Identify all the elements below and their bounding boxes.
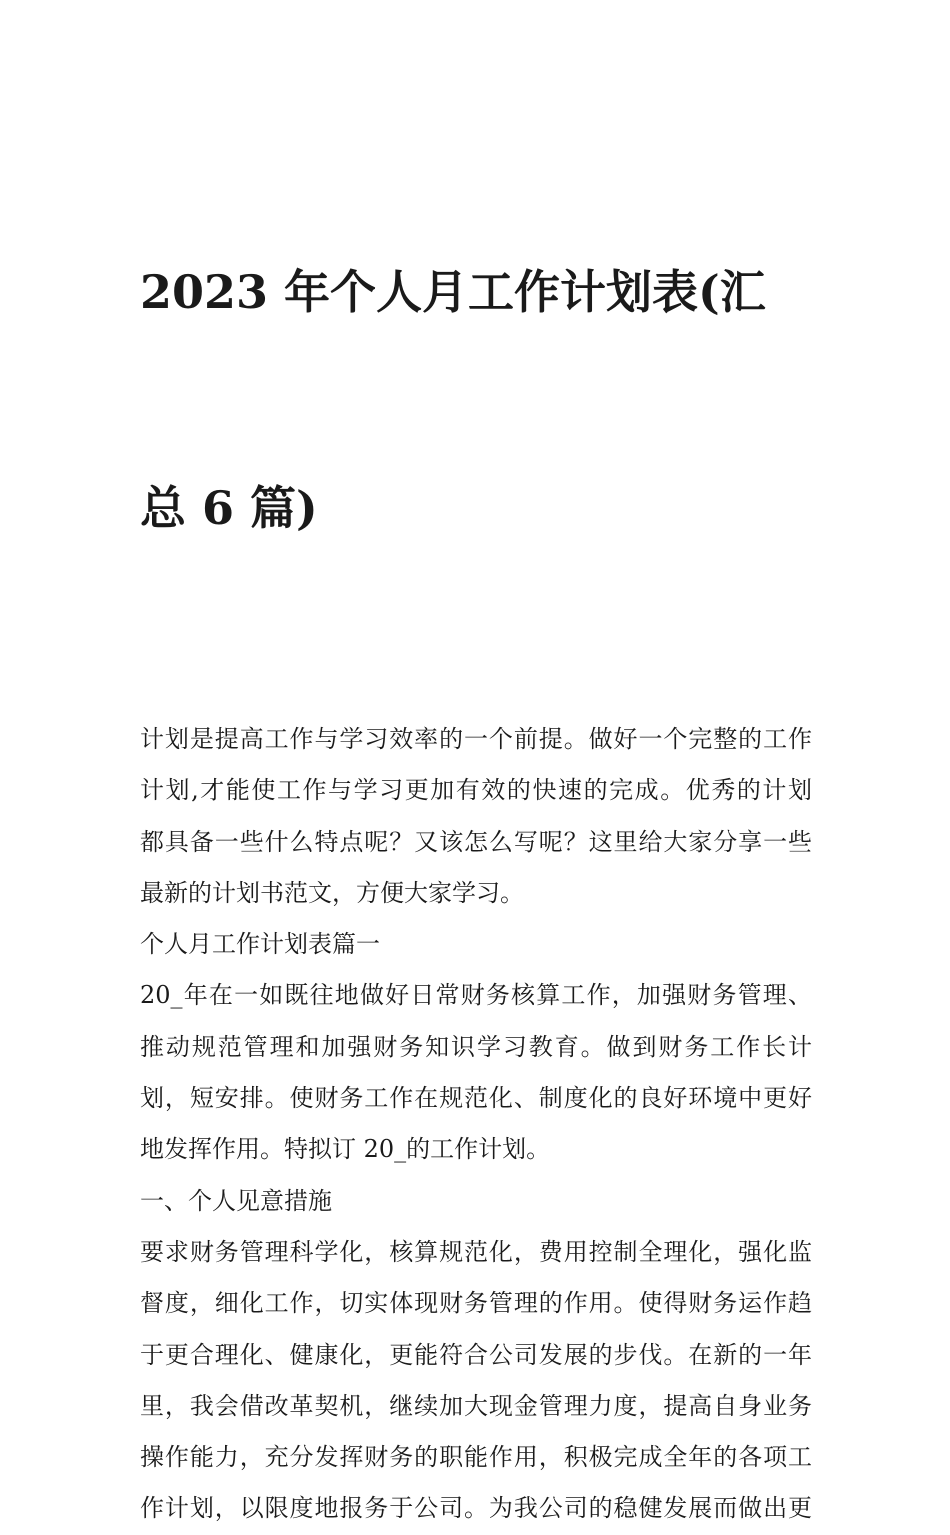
section-heading-plan-one bbox=[140, 919, 812, 970]
text-line: 划，短安排。使财务工作在规范化、制度化的良好环境中更好 bbox=[140, 1084, 812, 1113]
plan-one-paragraph bbox=[140, 970, 812, 1175]
text-line: 里，我会借改革契机，继续加大现金管理力度，提高自身业务 bbox=[140, 1391, 812, 1420]
text-line: 计划,才能使工作与学习更加有效的快速的完成。优秀的计划 bbox=[140, 776, 812, 805]
text-line: 一、个人见意措施 bbox=[140, 1186, 332, 1215]
text-line: 操作能力，充分发挥财务的职能作用，积极完成全年的各项工 bbox=[140, 1443, 812, 1472]
text-line: 都具备一些什么特点呢？又该怎么写呢？这里给大家分享一些 bbox=[140, 827, 812, 856]
measures-paragraph bbox=[140, 1227, 812, 1535]
text-line: 要求财务管理科学化，核算规范化，费用控制全理化，强化监 bbox=[140, 1237, 812, 1266]
text-line: 推动规范管理和加强财务知识学习教育。做到财务工作长计 bbox=[140, 1032, 812, 1061]
text-line: 最新的计划书范文，方便大家学习。 bbox=[140, 878, 524, 907]
text-line: 于更合理化、健康化，更能符合公司发展的步伐。在新的一年 bbox=[140, 1340, 812, 1369]
subheading-personal-measures bbox=[140, 1176, 812, 1227]
text-line: 地发挥作用。特拟订 20_的工作计划。 bbox=[140, 1135, 551, 1164]
text-line: 20_年在一如既往地做好日常财务核算工作，加强财务管理、 bbox=[140, 981, 812, 1010]
intro-paragraph bbox=[140, 714, 812, 919]
title-line-2: 总 6 篇) bbox=[140, 481, 318, 535]
title-line-1: 2023 年个人月工作计划表(汇 bbox=[140, 265, 766, 319]
text-line: 计划是提高工作与学习效率的一个前提。做好一个完整的工作 bbox=[140, 725, 812, 753]
text-line: 作计划，以限度地报务于公司。为我公司的稳健发展而做出更 bbox=[140, 1494, 812, 1523]
document-title bbox=[140, 112, 812, 688]
text-line: 督度，细化工作，切实体现财务管理的作用。使得财务运作趋 bbox=[140, 1289, 812, 1318]
document-page bbox=[140, 112, 812, 1535]
text-line: 个人月工作计划表篇一 bbox=[140, 930, 380, 959]
